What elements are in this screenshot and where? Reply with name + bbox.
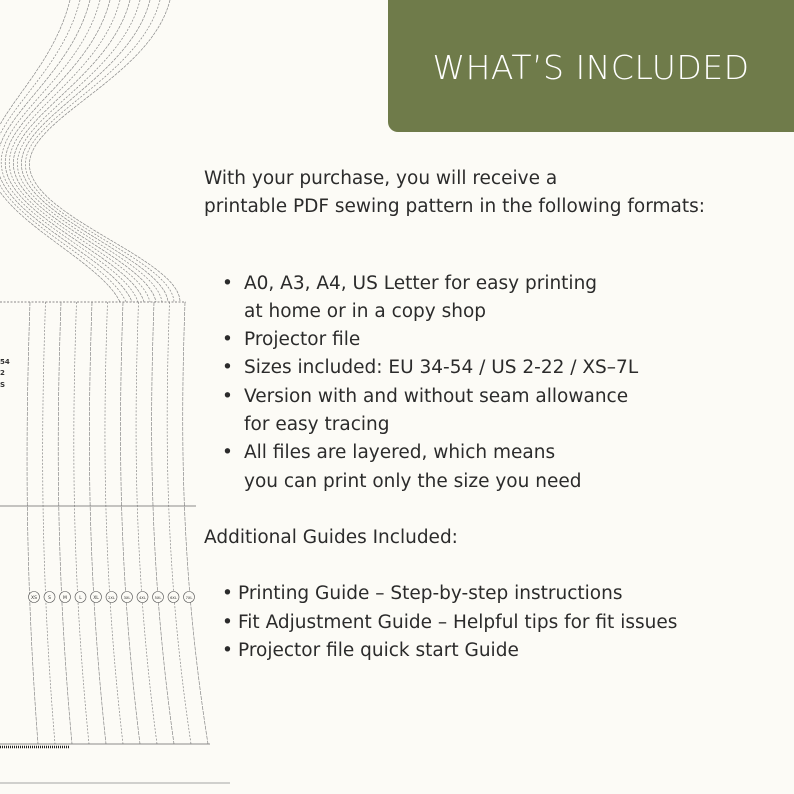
size-label: 4XL — [139, 596, 146, 600]
pattern-size-line — [152, 302, 174, 744]
pattern-size-line — [27, 302, 38, 744]
pattern-side-mark: S — [0, 381, 6, 389]
intro-line: printable PDF sewing pattern in the following formats: — [204, 196, 705, 218]
list-item-continuation: at home or in a copy shop — [244, 300, 487, 322]
list-item-text: All files are layered, which means — [244, 442, 556, 464]
list-item — [222, 609, 784, 637]
size-label: S — [48, 596, 51, 601]
size-label: XS — [31, 596, 37, 601]
pattern-side-mark: 2 — [0, 369, 5, 377]
size-label: XL — [93, 596, 99, 601]
list-item-text: A0, A3, A4, US Letter for easy printing — [244, 272, 598, 294]
pattern-curve — [21, 0, 168, 302]
list-item — [222, 383, 784, 440]
list-item-text: Fit Adjustment Guide – Helpful tips for fit issues — [238, 611, 678, 633]
size-label: 6XL — [170, 596, 177, 600]
pattern-size-line — [43, 302, 55, 744]
size-label: 7XL — [185, 596, 193, 600]
list-item — [222, 326, 784, 354]
pattern-size-line — [105, 302, 123, 744]
intro-line: With your purchase, you will receive a — [204, 168, 558, 189]
header-banner — [388, 0, 794, 132]
size-label: M — [63, 596, 67, 601]
list-item — [222, 270, 784, 327]
list-item — [222, 580, 784, 608]
formats-list — [204, 270, 784, 496]
size-label: L — [79, 596, 82, 601]
size-label: 2XL — [108, 596, 115, 600]
list-item — [222, 637, 784, 665]
pattern-size-line — [74, 302, 89, 744]
intro-text — [204, 165, 784, 222]
pattern-size-line — [121, 302, 140, 744]
pattern-curve — [0, 0, 126, 302]
list-item-text: Sizes included: EU 34-54 / US 2-22 / XS–7L — [244, 357, 639, 379]
list-item-text: Version with and without seam allowance — [244, 385, 629, 407]
pattern-size-line — [58, 302, 72, 744]
pattern-curve — [13, 0, 156, 302]
pattern-side-mark: 54 — [0, 358, 10, 366]
guides-list — [204, 580, 784, 665]
main-content — [204, 165, 784, 665]
page-title: WHAT’S INCLUDED — [432, 47, 750, 87]
pattern-size-line — [89, 302, 106, 744]
list-item-continuation: you can print only the size you need — [244, 470, 582, 492]
pattern-curve — [9, 0, 150, 302]
size-label: 5XL — [154, 596, 162, 600]
list-item-continuation: for easy tracing — [244, 414, 390, 436]
size-label: 3XL — [123, 596, 131, 600]
list-item — [222, 439, 784, 496]
additional-guides-heading: Additional Guides Included: — [204, 526, 458, 548]
list-item-text: Printing Guide – Step-by-step instructions — [238, 583, 623, 605]
pattern-size-line — [167, 302, 191, 744]
pattern-curve — [0, 0, 120, 302]
list-item-text: Projector file quick start Guide — [238, 639, 519, 661]
list-item — [222, 354, 784, 382]
list-item-text: Projector file — [244, 329, 361, 351]
